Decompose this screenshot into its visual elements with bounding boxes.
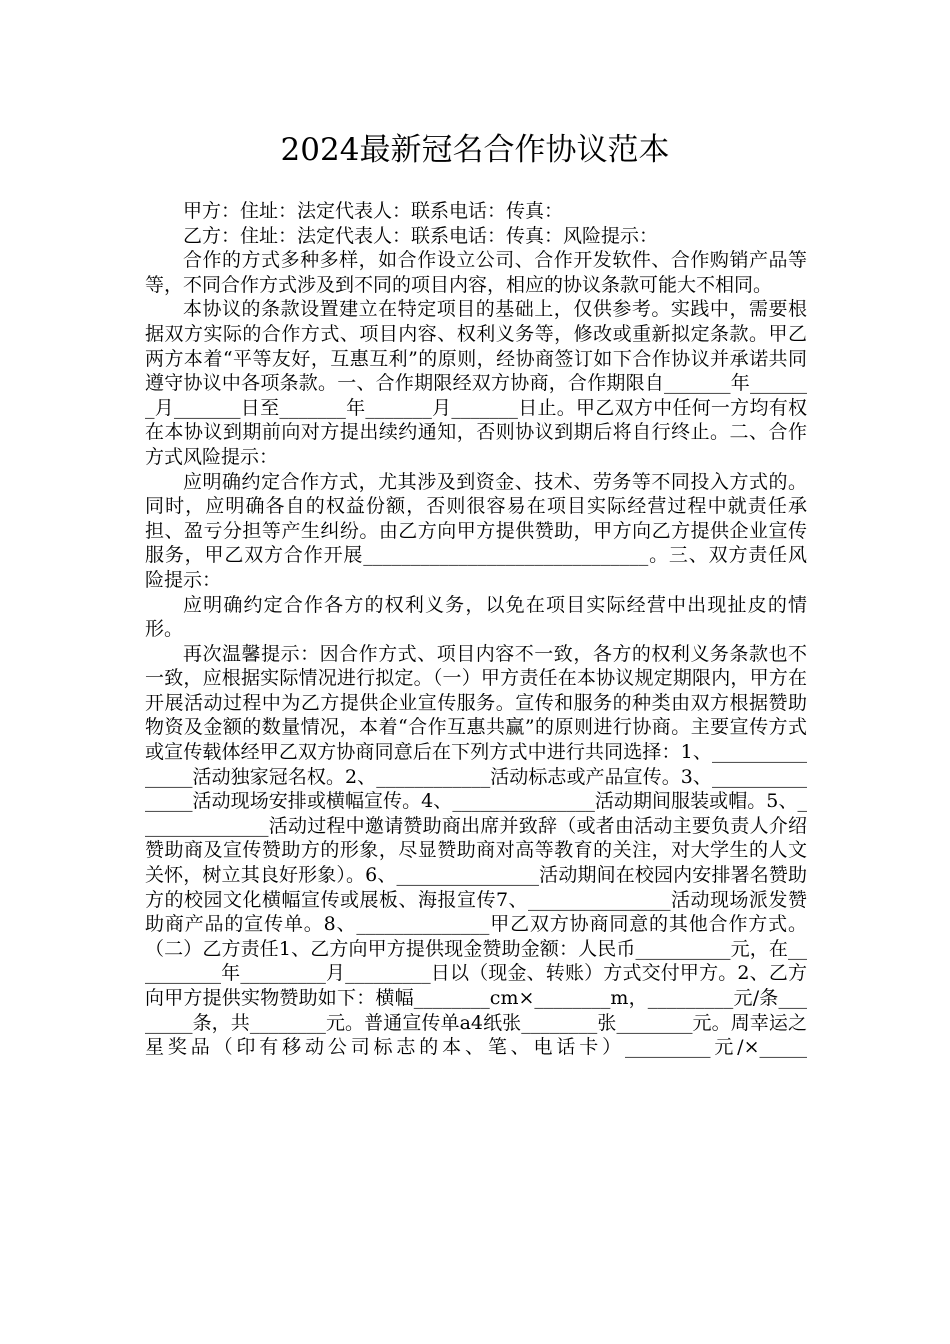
paragraph-responsibilities: 再次温馨提示：因合作方式、项目内容不一致，各方的权利义务条款也不一致，应根据实际情况进行拟定。（一）甲方责任在本协议规定期限内，甲方在开展活动过程中为乙方提供企业宣传服务。宣传和服务的种类由双方根据赞助物资及金额的数量情况，本着“合作互惠共赢”的原则进行协商。主要宣传方式或宣传载体经甲乙双方协商同意后在下列方式中进行共同选择：1、_______________活动独家冠名权。2、____________活动标志或产品宣传。3、_______________活动现场安排或横幅宣传。4、_______________活动期间服装或帽。5、______________活动过程中邀请赞助商出席并致辞（或者由活动主要负责人介绍赞助商及宣传赞助方的形象，尽显赞助商对高等教育的关注，对大学生的人文关怀，树立其良好形象）。6、_______________活动期间在校园内安排署名赞助方的校园文化横幅宣传或展板、海报宣传7、_______________活动现场派发赞助商产品的宣传单。8、______________甲乙双方协商同意的其他合作方式。（二）乙方责任1、乙方向甲方提供现金赞助金额：人民币__________元，在__________年_________月_________日以（现金、转账）方式交付甲方。2、乙方向甲方提供实物赞助如下：横幅________cm×________m，_________元/条________条，共________元。普通宣传单a4纸张________张________元。周幸运之星奖品（印有移动公司标志的本、笔、电话卡）_________元/×_____ (145, 642, 807, 1059)
party-a-line: 甲方：住址：法定代表人：联系电话：传真： (183, 200, 564, 222)
paragraph-cooperation-methods: 合作的方式多种多样，如合作设立公司、合作开发软件、合作购销产品等等，不同合作方式涉及到不同的项目内容，相应的协议条款可能大不相同。 (145, 249, 807, 296)
document-body (145, 199, 807, 1060)
paragraph-rights-obligations: 应明确约定合作各方的权利义务，以免在项目实际经营中出现扯皮的情形。 (145, 593, 807, 641)
document-title: 2024最新冠名合作协议范本 (280, 132, 670, 168)
party-b-line: 乙方：住址：法定代表人：联系电话：传真：风险提示： (183, 224, 659, 247)
paragraph-cooperation-mode: 应明确约定合作方式，尤其涉及到资金、技术、劳务等不同投入方式的。同时，应明确各自的权益份额，否则很容易在项目实际经营过程中就责任承担、盈亏分担等产生纠纷。由乙方向甲方提供赞助，甲方向乙方提供企业宣传服务，甲乙双方合作开展______________________________。三、双方责任风险提示： (145, 470, 807, 591)
paragraph-terms-basis: 本协议的条款设置建立在特定项目的基础上，仅供参考。实践中，需要根据双方实际的合作方式、项目内容、权利义务等，修改或重新拟定条款。甲乙两方本着“平等友好，互惠互利”的原则，经协商签订如下合作协议并承诺共同遵守协议中各项条款。一、合作期限经双方协商，合作期限自_______年_______月_______日至_______年_______月_______日止。甲乙双方中任何一方均有权在本协议到期前向对方提出续约通知，否则协议到期后将自行终止。二、合作方式风险提示： (145, 298, 807, 468)
